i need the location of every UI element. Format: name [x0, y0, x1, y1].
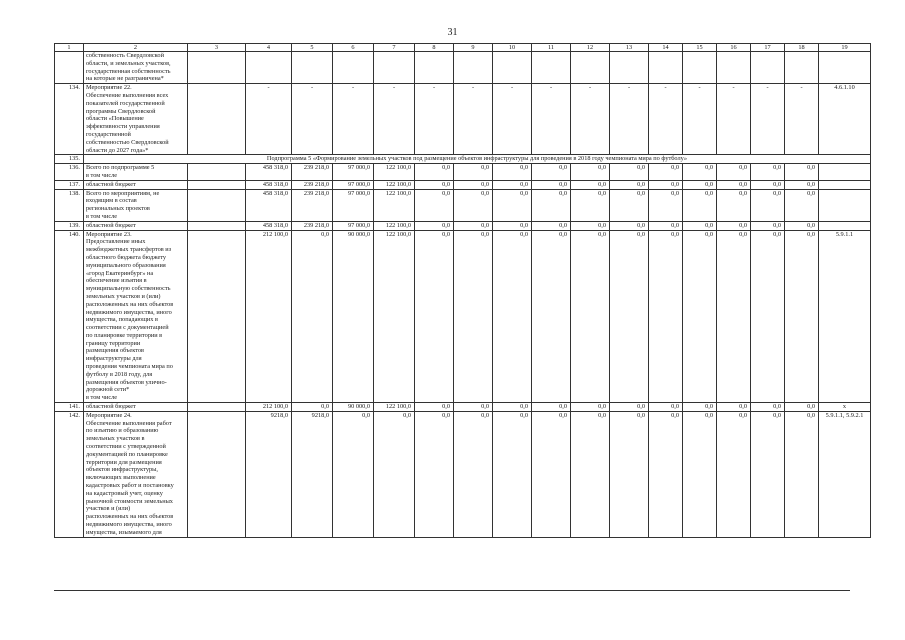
value-cell: 0,0: [415, 230, 454, 403]
value-cell: 0,0: [751, 411, 785, 537]
value-cell: 0,0: [649, 403, 683, 412]
table-bottom-edge: [54, 590, 850, 591]
column-header: 14: [649, 44, 683, 52]
column-header: 10: [493, 44, 532, 52]
column-header: 18: [785, 44, 819, 52]
value-cell: -: [246, 84, 292, 155]
value-cell: 0,0: [493, 180, 532, 189]
row-number: 139.: [55, 221, 84, 230]
value-cell: [532, 52, 571, 84]
table-row: [55, 84, 871, 155]
value-cell: 9218,0: [246, 411, 292, 537]
value-cell: [683, 52, 717, 84]
value-cell: [374, 52, 415, 84]
row-description: областной бюджет: [84, 221, 188, 230]
value-cell: 0,0: [649, 164, 683, 181]
value-cell: [188, 403, 246, 412]
value-cell: -: [649, 84, 683, 155]
value-cell: 0,0: [717, 164, 751, 181]
row-description: областной бюджет: [84, 180, 188, 189]
row-description: Мероприятие 23. Предоставление иных межбюджетных трансфертов из областного бюджета бюджету муниципального образования «город Екатеринбург» на обеспечение изъятия в муниципальную собственность земельных участков и (или) расположенных на них объектов недвижимого имущества, иного имущества, попадающих в соответствии с документацией по планировке территории в границу территории размещения объектов инфраструктуры для проведения чемпионата мира по футболу в 2018 году, для размещения объектов улично- дорожной сети* в том числе: [84, 230, 188, 403]
value-cell: 0,0: [292, 403, 333, 412]
value-cell: 0,0: [610, 403, 649, 412]
column-header: 1: [55, 44, 84, 52]
row-number: 138.: [55, 189, 84, 221]
column-header: 9: [454, 44, 493, 52]
value-cell: 0,0: [532, 230, 571, 403]
value-cell: [571, 52, 610, 84]
value-cell: [188, 180, 246, 189]
value-cell: 0,0: [785, 164, 819, 181]
value-cell: 0,0: [454, 221, 493, 230]
value-cell: 212 100,0: [246, 403, 292, 412]
value-cell: 97 000,0: [333, 189, 374, 221]
value-cell: 0,0: [532, 221, 571, 230]
value-cell: 0,0: [571, 189, 610, 221]
value-cell: 0,0: [532, 180, 571, 189]
table-row: [55, 189, 871, 221]
value-cell: 0,0: [683, 180, 717, 189]
row-number: 142.: [55, 411, 84, 537]
value-cell: 0,0: [717, 221, 751, 230]
value-cell: 0,0: [374, 411, 415, 537]
value-cell: 0,0: [683, 411, 717, 537]
value-cell: [493, 52, 532, 84]
value-cell: 458 318,0: [246, 189, 292, 221]
page-number: 31: [447, 27, 458, 38]
value-cell: 0,0: [751, 403, 785, 412]
column-header: 12: [571, 44, 610, 52]
value-cell: 0,0: [571, 411, 610, 537]
value-cell: -: [785, 84, 819, 155]
target-indicator-cell: [819, 52, 871, 84]
value-cell: -: [532, 84, 571, 155]
target-indicator-cell: [819, 180, 871, 189]
value-cell: 0,0: [683, 230, 717, 403]
value-cell: 0,0: [785, 189, 819, 221]
value-cell: 0,0: [785, 230, 819, 403]
column-header-row: [55, 44, 871, 52]
value-cell: 0,0: [610, 164, 649, 181]
value-cell: 0,0: [415, 411, 454, 537]
value-cell: 0,0: [751, 164, 785, 181]
value-cell: 0,0: [751, 230, 785, 403]
target-indicator-cell: 5.9.1.1, 5.9.2.1: [819, 411, 871, 537]
column-header: 4: [246, 44, 292, 52]
value-cell: [188, 164, 246, 181]
value-cell: 458 318,0: [246, 221, 292, 230]
value-cell: 122 100,0: [374, 403, 415, 412]
value-cell: [188, 52, 246, 84]
row-number: 137.: [55, 180, 84, 189]
value-cell: 0,0: [571, 221, 610, 230]
column-header: 15: [683, 44, 717, 52]
row-description: Мероприятие 22. Обеспечение выполнения всех показателей государственной программы Свердловской области «Повышение эффективности управления государственной собственностью Свердловской области до 2027 года»*: [84, 84, 188, 155]
value-cell: -: [415, 84, 454, 155]
row-number: 135.: [55, 155, 84, 164]
row-description: Мероприятие 24. Обеспечение выполнения работ по изъятию и образованию земельных участков в соответствии с утвержденной документацией по планировке территории для размещения объектов инфраструктуры, включающих выполнение кадастровых работ и постановку на кадастровый учет, оценку рыночной стоимости земельных участков и (или) расположенных на них объектов недвижимого имущества, иного имущества, изымаемого для: [84, 411, 188, 537]
value-cell: 0,0: [571, 403, 610, 412]
column-header: 11: [532, 44, 571, 52]
value-cell: 0,0: [333, 411, 374, 537]
row-description: Всего по подпрограмме 5 в том числе: [84, 164, 188, 181]
value-cell: [188, 189, 246, 221]
value-cell: 0,0: [683, 189, 717, 221]
column-header: 3: [188, 44, 246, 52]
value-cell: 0,0: [493, 230, 532, 403]
value-cell: 0,0: [571, 230, 610, 403]
value-cell: 122 100,0: [374, 164, 415, 181]
value-cell: 0,0: [649, 230, 683, 403]
value-cell: 0,0: [493, 164, 532, 181]
value-cell: 0,0: [683, 403, 717, 412]
value-cell: 97 000,0: [333, 221, 374, 230]
value-cell: 122 100,0: [374, 189, 415, 221]
value-cell: -: [454, 84, 493, 155]
value-cell: 0,0: [532, 411, 571, 537]
value-cell: -: [292, 84, 333, 155]
value-cell: 0,0: [751, 221, 785, 230]
value-cell: 0,0: [717, 189, 751, 221]
row-number: 134.: [55, 84, 84, 155]
value-cell: 0,0: [785, 411, 819, 537]
target-indicator-cell: [819, 189, 871, 221]
value-cell: 458 318,0: [246, 180, 292, 189]
value-cell: -: [610, 84, 649, 155]
target-indicator-cell: 5.9.1.1: [819, 230, 871, 403]
value-cell: [454, 52, 493, 84]
row-description: собственность Свердловской области, и земельных участков, государственная собственность на которые не разграничена*: [84, 52, 188, 84]
table-row: [55, 180, 871, 189]
value-cell: 0,0: [454, 230, 493, 403]
value-cell: 0,0: [493, 189, 532, 221]
value-cell: -: [333, 84, 374, 155]
value-cell: 122 100,0: [374, 180, 415, 189]
value-cell: -: [493, 84, 532, 155]
value-cell: 0,0: [532, 164, 571, 181]
value-cell: 97 000,0: [333, 164, 374, 181]
value-cell: 0,0: [610, 411, 649, 537]
value-cell: 458 318,0: [246, 164, 292, 181]
value-cell: 0,0: [532, 189, 571, 221]
value-cell: 239 218,0: [292, 180, 333, 189]
value-cell: 0,0: [292, 230, 333, 403]
value-cell: 90 000,0: [333, 403, 374, 412]
value-cell: 0,0: [532, 403, 571, 412]
value-cell: [292, 52, 333, 84]
value-cell: 97 000,0: [333, 180, 374, 189]
column-header: 17: [751, 44, 785, 52]
value-cell: [246, 52, 292, 84]
value-cell: [415, 52, 454, 84]
value-cell: 0,0: [610, 180, 649, 189]
row-description: областной бюджет: [84, 403, 188, 412]
value-cell: 90 000,0: [333, 230, 374, 403]
value-cell: 122 100,0: [374, 230, 415, 403]
value-cell: 0,0: [683, 221, 717, 230]
column-header: 7: [374, 44, 415, 52]
value-cell: 0,0: [649, 180, 683, 189]
value-cell: 0,0: [454, 403, 493, 412]
value-cell: 0,0: [751, 180, 785, 189]
table-row: [55, 411, 871, 537]
column-header: 6: [333, 44, 374, 52]
value-cell: 0,0: [415, 189, 454, 221]
value-cell: 0,0: [649, 189, 683, 221]
value-cell: [717, 52, 751, 84]
column-header: 5: [292, 44, 333, 52]
value-cell: 0,0: [571, 180, 610, 189]
value-cell: 0,0: [785, 180, 819, 189]
value-cell: 0,0: [649, 411, 683, 537]
value-cell: 0,0: [493, 221, 532, 230]
value-cell: 0,0: [415, 164, 454, 181]
value-cell: [610, 52, 649, 84]
row-description: Всего по мероприятиям, не входящим в состав региональных проектов в том числе: [84, 189, 188, 221]
program-table: [54, 43, 871, 538]
value-cell: 239 218,0: [292, 189, 333, 221]
column-header: 13: [610, 44, 649, 52]
value-cell: [188, 84, 246, 155]
value-cell: 0,0: [415, 403, 454, 412]
value-cell: 0,0: [415, 221, 454, 230]
value-cell: 0,0: [785, 221, 819, 230]
column-header: 16: [717, 44, 751, 52]
table-row: [55, 221, 871, 230]
value-cell: -: [571, 84, 610, 155]
value-cell: -: [374, 84, 415, 155]
target-indicator-cell: х: [819, 403, 871, 412]
value-cell: 212 100,0: [246, 230, 292, 403]
row-number: 140.: [55, 230, 84, 403]
value-cell: 0,0: [493, 403, 532, 412]
value-cell: -: [751, 84, 785, 155]
target-indicator-cell: [819, 221, 871, 230]
value-cell: 0,0: [454, 411, 493, 537]
table-body: [55, 44, 871, 538]
value-cell: [188, 411, 246, 537]
value-cell: -: [683, 84, 717, 155]
value-cell: 0,0: [454, 189, 493, 221]
value-cell: 0,0: [785, 403, 819, 412]
value-cell: 0,0: [415, 180, 454, 189]
column-header: 2: [84, 44, 188, 52]
value-cell: 0,0: [454, 164, 493, 181]
value-cell: [188, 221, 246, 230]
table-row: [55, 164, 871, 181]
value-cell: 239 218,0: [292, 221, 333, 230]
value-cell: 122 100,0: [374, 221, 415, 230]
column-header: 8: [415, 44, 454, 52]
value-cell: 0,0: [717, 411, 751, 537]
row-number: [55, 52, 84, 84]
value-cell: 0,0: [610, 221, 649, 230]
table-row: [55, 403, 871, 412]
target-indicator-cell: 4.6.1.10: [819, 84, 871, 155]
value-cell: [751, 52, 785, 84]
value-cell: 0,0: [571, 164, 610, 181]
value-cell: [649, 52, 683, 84]
value-cell: 0,0: [610, 189, 649, 221]
value-cell: [188, 230, 246, 403]
value-cell: 0,0: [717, 230, 751, 403]
table-row: [55, 155, 871, 164]
value-cell: 0,0: [493, 411, 532, 537]
table-row: [55, 52, 871, 84]
subprogram-title: Подпрограмма 5 «Формирование земельных участков под размещение объектов инфраструктуры для проведения в 2018 году чемпионата мира по футболу»: [84, 155, 871, 164]
row-number: 141.: [55, 403, 84, 412]
column-header: 19: [819, 44, 871, 52]
value-cell: 0,0: [649, 221, 683, 230]
table-row: [55, 230, 871, 403]
value-cell: 0,0: [751, 189, 785, 221]
value-cell: -: [717, 84, 751, 155]
value-cell: 9218,0: [292, 411, 333, 537]
value-cell: 0,0: [683, 164, 717, 181]
value-cell: 0,0: [454, 180, 493, 189]
value-cell: 239 218,0: [292, 164, 333, 181]
value-cell: 0,0: [610, 230, 649, 403]
value-cell: [333, 52, 374, 84]
value-cell: 0,0: [717, 403, 751, 412]
row-number: 136.: [55, 164, 84, 181]
value-cell: 0,0: [717, 180, 751, 189]
value-cell: [785, 52, 819, 84]
target-indicator-cell: [819, 164, 871, 181]
